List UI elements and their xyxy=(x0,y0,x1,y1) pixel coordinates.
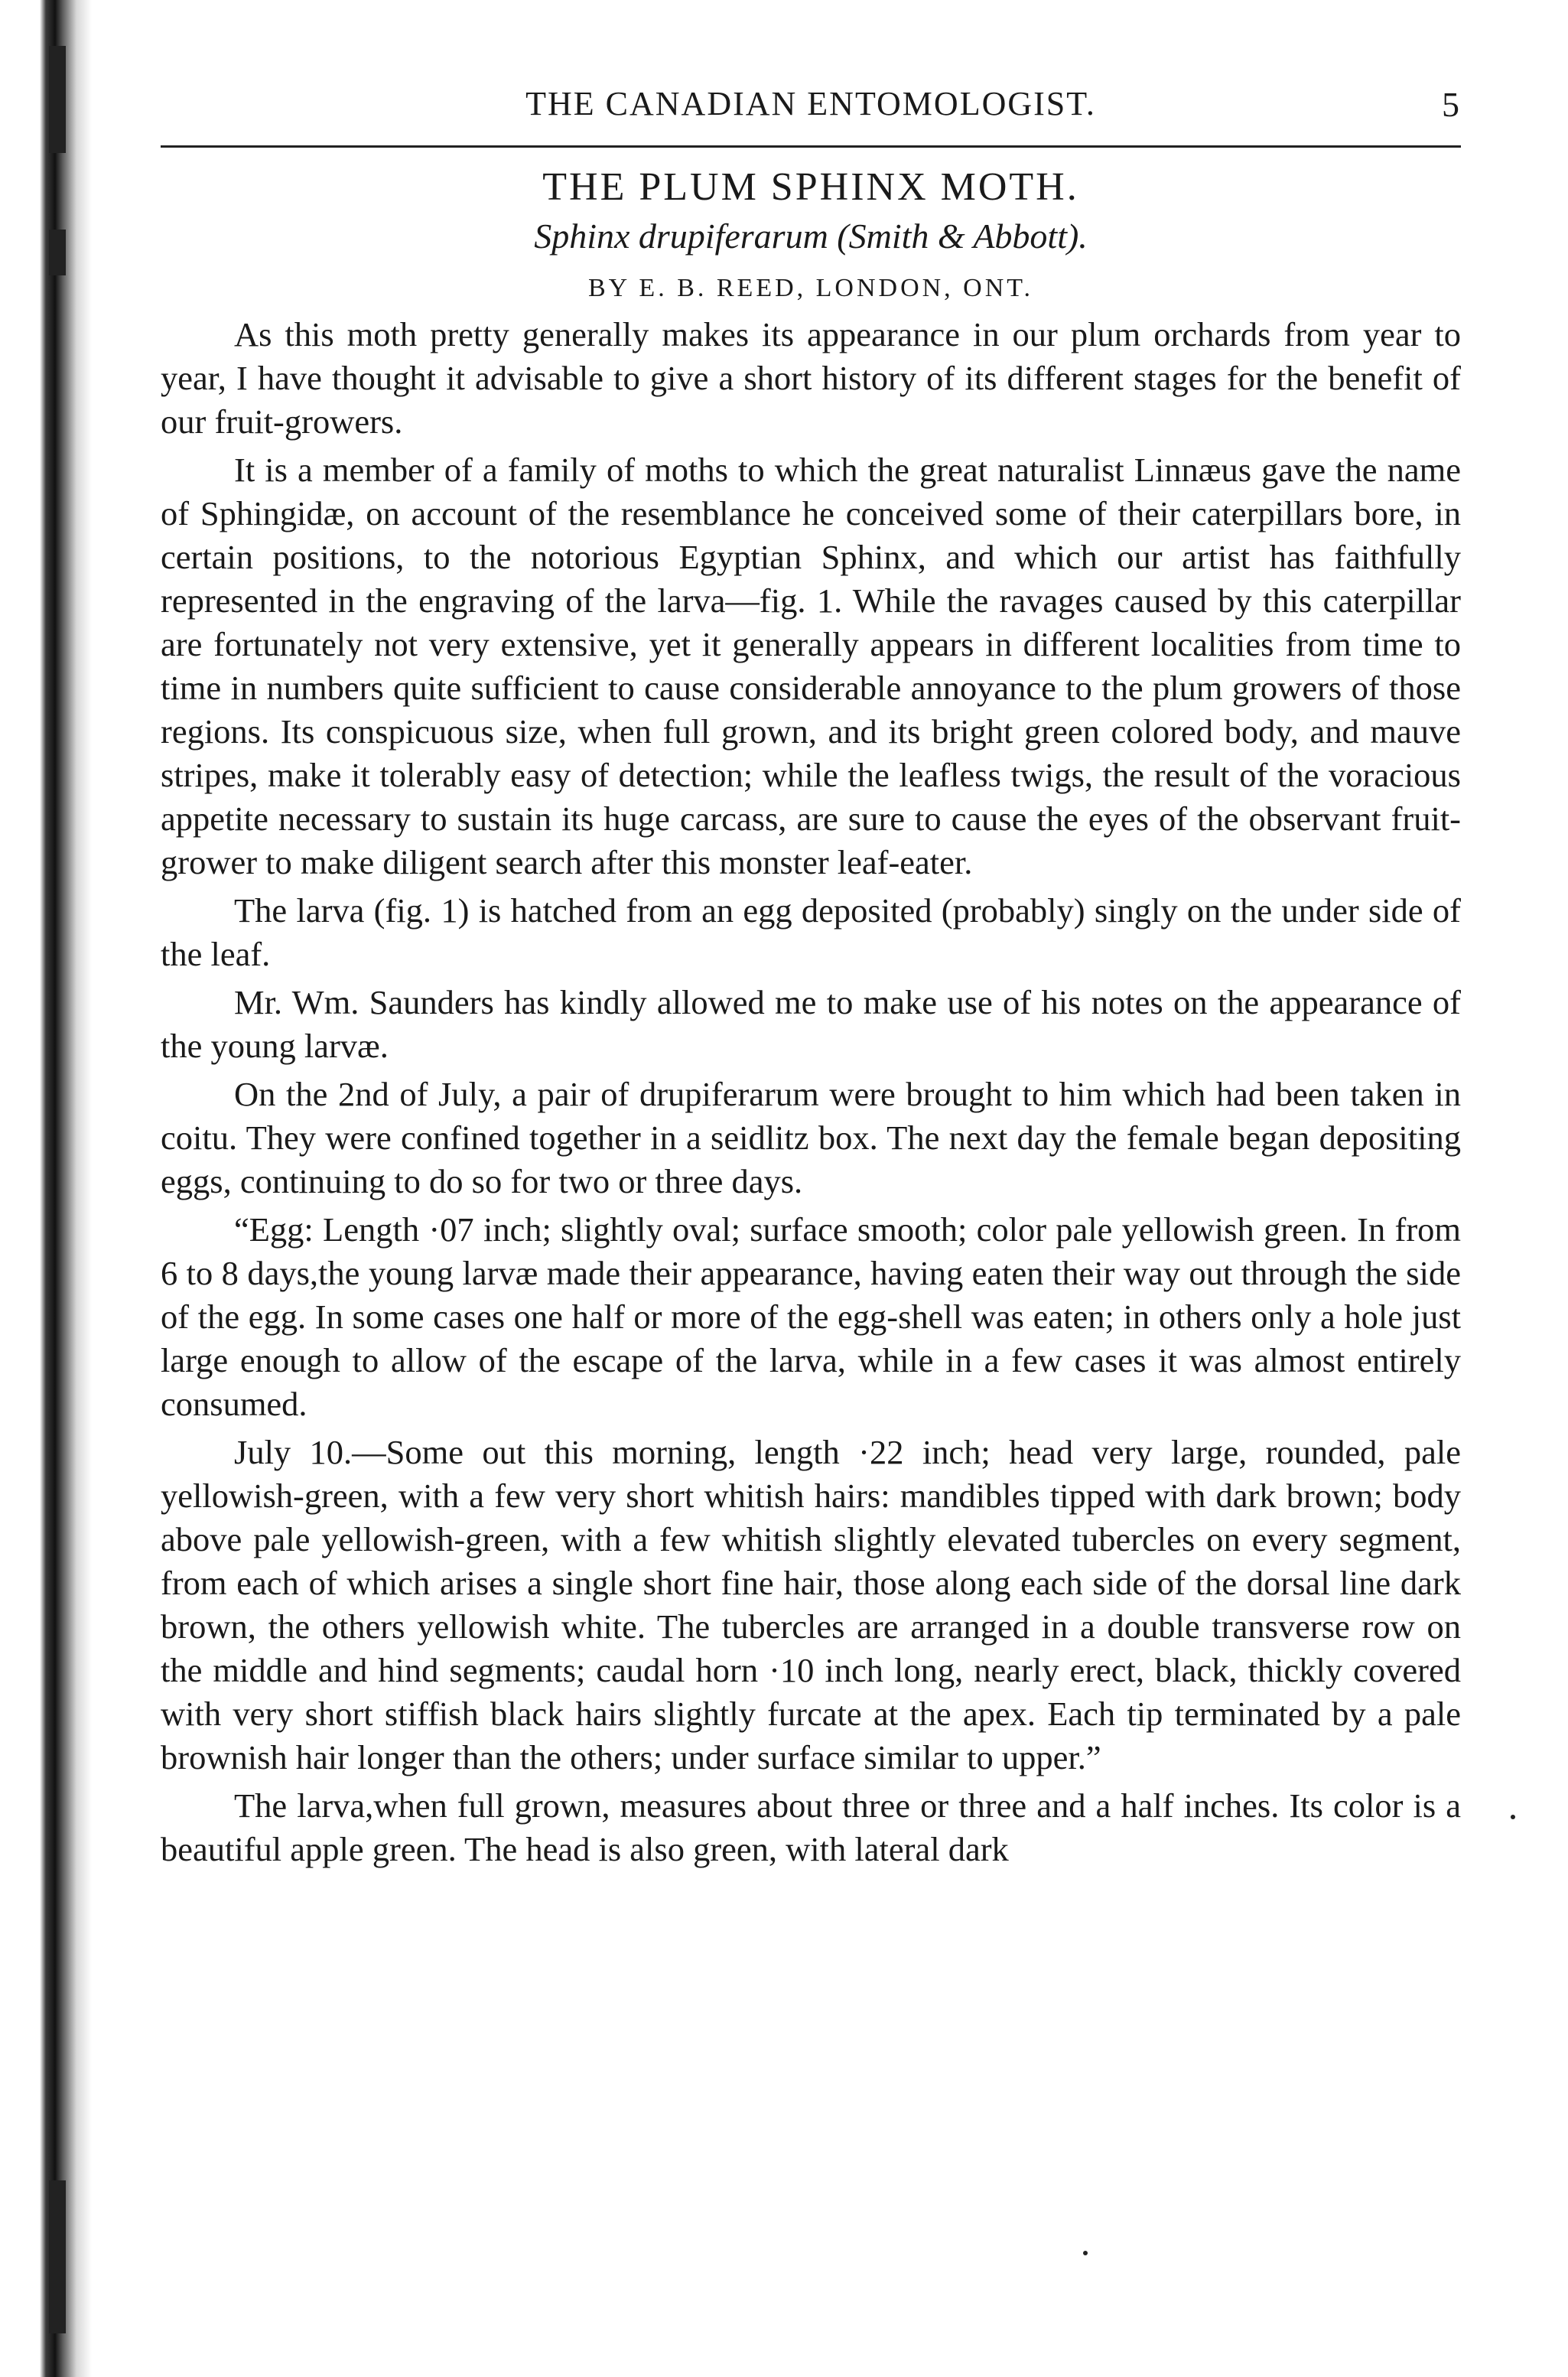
paragraph: On the 2nd of July, a pair of drupiferarum were brought to him which had been taken in coitu. They were confined together in a seidlitz box. The next day the female began depositing eggs, continuing to do so for two or three days. xyxy=(161,1075,1461,1200)
header-rule xyxy=(161,145,1461,148)
print-speck xyxy=(1083,2251,1088,2255)
page-number: 5 xyxy=(1442,85,1461,124)
running-header xyxy=(161,77,1461,130)
paragraph: July 10.—Some out this morning, length ·22 inch; head very large, rounded, pale yellowish-green, with a few very short whitish hairs: mandibles tipped with dark brown; body above pale yellowish-green, with a few whitish slightly elevated tubercles on every segment, from each of which arises a single short fine hair, those along each side of the dorsal line dark brown, the others yellowish white. The tubercles are arranged in a double transverse row on the middle and hind segments; caudal horn ·10 inch long, nearly erect, black, thickly covered with very short stiffish black hairs slightly furcate at the apex. Each tip terminated by a pale brownish hair longer than the others; under surface similar to upper.” xyxy=(161,1433,1461,1776)
paragraph: The larva (fig. 1) is hatched from an egg deposited (probably) singly on the under side of the leaf. xyxy=(161,891,1461,973)
binding-shadow-mark xyxy=(49,2180,66,2333)
paragraph: It is a member of a family of moths to which the great naturalist Linnæus gave the name of Sphingidæ, on account of the resemblance he conceived some of their caterpillars bore, in certain positions, to the notorious Egyptian Sphinx, and which our artist has faithfully represented in the engraving of the larva—fig. 1. While the ravages caused by this caterpillar are fortunately not very extensive, yet it generally appears in different localities from time to time in numbers quite sufficient to cause considerable annoyance to the plum growers of those regions. Its conspicuous size, when full grown, and its bright green colored body, and mauve stripes, make it tolerably easy of detection; while the leafless twigs, the result of the voracious appetite necessary to sustain its huge carcass, are sure to cause the eyes of the observant fruit-grower to make diligent search after this monster leaf-eater. xyxy=(161,451,1461,881)
article-title: THE PLUM SPHINX MOTH. xyxy=(542,165,1079,209)
document-page xyxy=(161,77,1461,1871)
paragraph: As this moth pretty generally makes its appearance in our plum orchards from year to year, I have thought it advisable to give a short history of its different stages for the benefit of our fruit-growers. xyxy=(161,315,1461,441)
binding-shadow-mark xyxy=(49,230,66,275)
paragraph: The larva,when full grown, measures about three or three and a half inches. Its color is a beautiful apple green. The head is also green, with lateral dark xyxy=(161,1786,1461,1868)
binding-shadow-mark xyxy=(49,46,66,153)
paragraph: “Egg: Length ·07 inch; slightly oval; surface smooth; color pale yellowish green. In from 6 to 8 days,the young larvæ made their appearance, having eaten their way out through the side of the egg. In some cases one half or more of the egg-shell was eaten; in others only a hole just large enough to allow of the escape of the larva, while in a few cases it was almost entirely consumed. xyxy=(161,1210,1461,1423)
article-byline: BY E. B. REED, LONDON, ONT. xyxy=(587,274,1034,302)
article-body xyxy=(161,313,1461,1871)
print-speck xyxy=(1511,1815,1515,1819)
paragraph: Mr. Wm. Saunders has kindly allowed me to make use of his notes on the appearance of the young larvæ. xyxy=(161,983,1461,1065)
running-title: THE CANADIAN ENTOMOLOGIST. xyxy=(525,85,1096,122)
article-subtitle: Sphinx drupiferarum (Smith & Abbott). xyxy=(534,217,1088,256)
page-binding-edge xyxy=(0,0,92,2377)
